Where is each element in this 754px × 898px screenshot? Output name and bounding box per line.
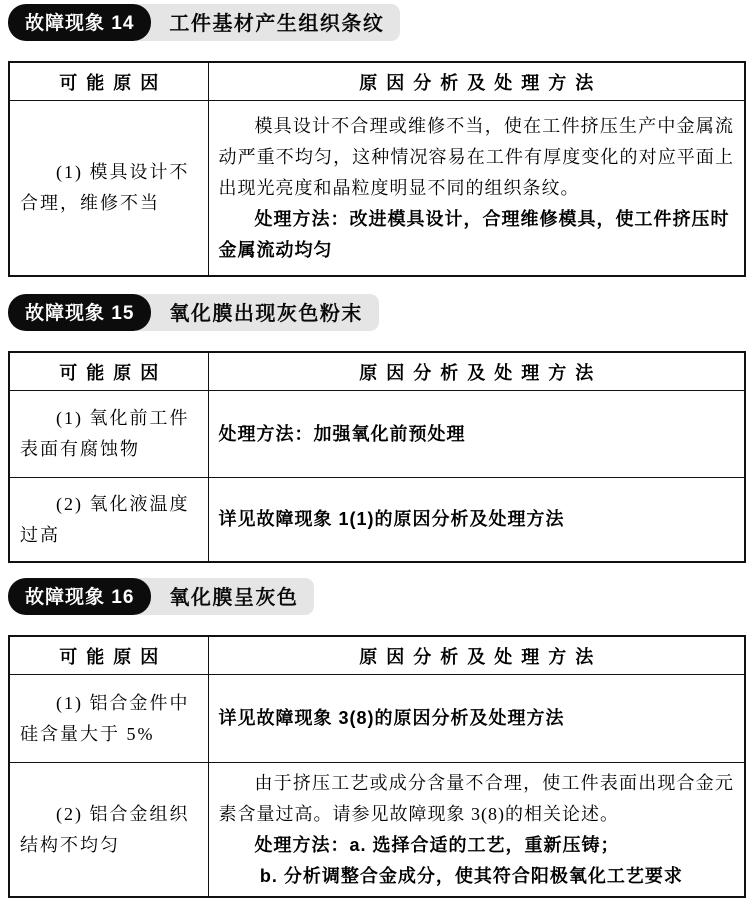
fault-title: 工件基材产生组织条纹: [129, 4, 400, 41]
method-paragraph: [219, 830, 735, 861]
method-paragraph: [219, 419, 735, 450]
table-row: [9, 675, 745, 763]
table-row: [9, 763, 745, 898]
column-header-cause: 可能原因: [9, 352, 208, 391]
analysis-paragraph: 模具设计不合理或维修不当，使在工件挤压生产中金属流动严重不均匀，这种情况容易在工件有厚度变化的对应平面上出现光亮度和晶粒度明显不同的组织条纹。: [218, 115, 734, 198]
cause-text: (1) 模具设计不合理，维修不当: [20, 162, 190, 213]
column-header-analysis: 原因分析及处理方法: [208, 352, 745, 391]
fault-section-15: [8, 294, 746, 563]
fault-title: 氧化膜呈灰色: [129, 578, 314, 615]
fault-number-badge: 故障现象 14: [8, 4, 151, 41]
section-header: [8, 294, 746, 330]
analysis-cell: [208, 763, 745, 898]
cause-cell: [9, 675, 208, 763]
table-row: [9, 478, 745, 563]
section-header: [8, 578, 746, 614]
table-header-row: [9, 636, 745, 675]
table-header-row: [9, 62, 745, 101]
analysis-cell: [208, 391, 745, 478]
analysis-paragraph: 由于挤压工艺或成分含量不合理，使工件表面出现合金元素含量过高。请参见故障现象 3(8)的相关论述。: [218, 772, 734, 824]
cause-cell: [9, 101, 208, 277]
section-header: [8, 4, 746, 40]
reference-paragraph: 详见故障现象 1(1)的原因分析及处理方法: [218, 509, 565, 529]
table-row: [9, 101, 745, 277]
fault-section-14: [8, 4, 746, 277]
cause-text: (2) 氧化液温度过高: [20, 493, 190, 545]
cause-text: (1) 氧化前工件表面有腐蚀物: [20, 408, 190, 459]
cause-cell: [9, 763, 208, 898]
column-header-cause: 可能原因: [9, 62, 208, 101]
fault-number-badge: 故障现象 16: [8, 578, 151, 615]
method-paragraph-continued: b. 分析调整合金成分，使其符合阳极氧化工艺要求: [259, 865, 683, 886]
cause-cell: [9, 391, 208, 478]
analysis-cell: [208, 101, 745, 277]
fault-section-16: [8, 578, 746, 898]
method-prefix: 处理方法：: [254, 834, 350, 855]
cause-text: (2) 铝合金组织结构不均匀: [20, 803, 190, 855]
fault-table: [8, 351, 746, 563]
fault-number-badge: 故障现象 15: [8, 294, 151, 331]
column-header-analysis: 原因分析及处理方法: [208, 62, 745, 101]
method-paragraph: [219, 204, 735, 266]
cause-cell: [9, 478, 208, 563]
column-header-cause: 可能原因: [9, 636, 208, 675]
fault-table: [8, 61, 746, 277]
table-header-row: [9, 352, 745, 391]
column-header-analysis: 原因分析及处理方法: [208, 636, 745, 675]
fault-title: 氧化膜出现灰色粉末: [129, 294, 379, 331]
method-prefix: 处理方法：: [254, 208, 350, 229]
analysis-cell: [208, 675, 745, 763]
analysis-cell: [208, 478, 745, 563]
table-row: [9, 391, 745, 478]
fault-table: [8, 635, 746, 898]
method-text: a. 选择合适的工艺，重新压铸；: [349, 834, 620, 855]
cause-text: (1) 铝合金件中硅含量大于 5%: [20, 692, 190, 744]
method-text: 改进模具设计，合理维修模具，使工件挤压时金属流动均匀: [218, 208, 730, 260]
method-text: 加强氧化前预处理: [313, 423, 466, 444]
reference-paragraph: 详见故障现象 3(8)的原因分析及处理方法: [218, 708, 565, 728]
method-prefix: 处理方法：: [218, 423, 314, 444]
